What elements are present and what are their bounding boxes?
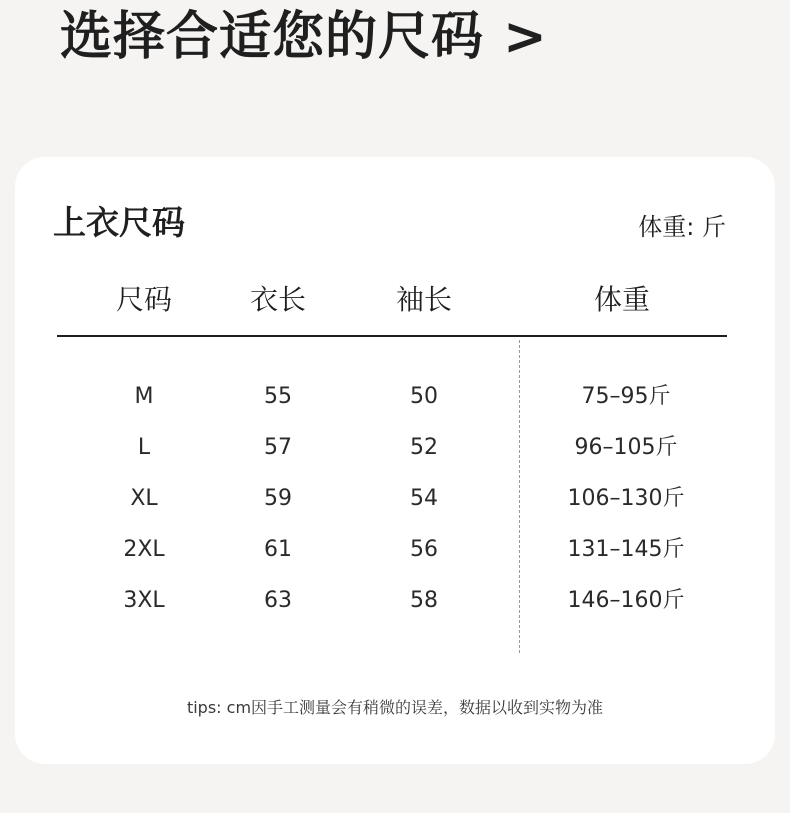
- column-header-weight: 体重: [593, 283, 651, 316]
- column-header-size: 尺码: [115, 283, 173, 316]
- table-row: [15, 581, 775, 621]
- sleeve-cell: 50: [410, 384, 438, 409]
- length-cell: 55: [264, 384, 292, 409]
- table-row: [15, 377, 775, 417]
- length-cell: 61: [264, 537, 292, 562]
- length-cell: 63: [264, 588, 292, 613]
- column-header-sleeve: 袖长: [395, 283, 453, 316]
- size-chart-card: [15, 157, 775, 764]
- weight-cell: 131–145斤: [567, 537, 685, 562]
- table-row: [15, 530, 775, 570]
- table-row: [15, 479, 775, 519]
- page-heading[interactable]: 选择合适您的尺码 >: [60, 7, 548, 67]
- header-divider: [57, 335, 727, 337]
- sleeve-cell: 52: [410, 435, 438, 460]
- weight-unit-note: 体重: 斤: [638, 213, 726, 241]
- size-cell: L: [137, 435, 151, 460]
- weight-cell: 106–130斤: [567, 486, 685, 511]
- size-cell: XL: [130, 486, 158, 511]
- card-title: 上衣尺码: [53, 203, 185, 242]
- measurement-tips: tips: cm因手工测量会有稍微的误差，数据以收到实物为准: [186, 698, 604, 717]
- sleeve-cell: 58: [410, 588, 438, 613]
- length-cell: 59: [264, 486, 292, 511]
- sleeve-cell: 56: [410, 537, 438, 562]
- table-row: [15, 428, 775, 468]
- size-cell: 3XL: [123, 588, 165, 613]
- length-cell: 57: [264, 435, 292, 460]
- weight-cell: 96–105斤: [574, 435, 678, 460]
- weight-cell: 75–95斤: [581, 384, 671, 409]
- sleeve-cell: 54: [410, 486, 438, 511]
- weight-cell: 146–160斤: [567, 588, 685, 613]
- size-cell: 2XL: [123, 537, 165, 562]
- size-cell: M: [134, 384, 154, 409]
- column-header-length: 衣长: [249, 283, 307, 316]
